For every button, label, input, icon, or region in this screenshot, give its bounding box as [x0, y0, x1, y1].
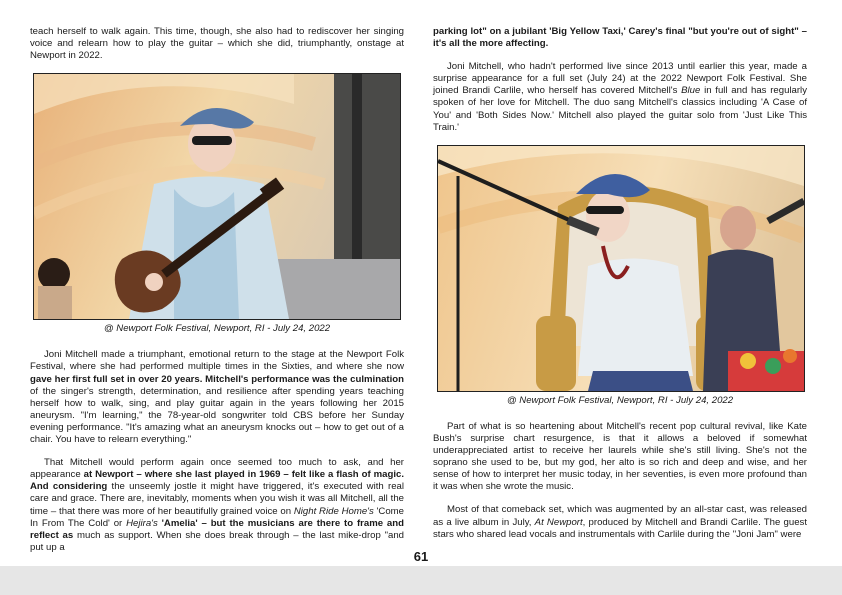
left-p3-bold-b: 'Amelia' – but the musicians are there to frame and reflect as	[30, 517, 404, 541]
left-p3-italic-night-ride-home: Night Ride Home's	[293, 505, 374, 517]
right-paragraph-3: Part of what is so heartening about Mitchell's recent pop cultural revival, like Kate Bush's surprise chart resurgence, is that it allows a beloved if somewhat underappreciated artist to receive her laurels while she's still living. She's not the soprano she used to be, but my god, her alto is so rich and deep and wise, and her sense of how to interpret her music today, in her seventies, is even more profound than it was when she wrote the music.	[433, 420, 807, 493]
right-p4-text-a: Most of that comeback set, which was augmented by an all-star cast, was released as a live album in July,	[433, 504, 807, 528]
left-paragraph-2	[30, 349, 404, 446]
right-paragraph-4	[433, 504, 807, 540]
right-column	[433, 26, 807, 552]
footer-band	[0, 566, 842, 595]
right-paragraph-1: parking lot" on a jubilant 'Big Yellow Taxi,' Carey's final "but you're out of sight" – it's all the more affecting.	[433, 26, 807, 50]
right-p2-text-a: Joni Mitchell, who hadn't performed live since 2013 until earlier this year, made a surprise appearance for a full set (July 24) at the 2022 Newport Folk Festival. She joined Brandi Carlile, who herself has covered Mitchell's	[433, 61, 807, 97]
left-paragraph-1: teach herself to walk again. This time, though, she also had to rediscover her singing voice and relearn how to play the guitar – which she did, triumphantly, onstage at Newport in 2022.	[30, 26, 404, 62]
photo-guitar-performance-image	[34, 74, 400, 319]
left-p2-text-a: Joni Mitchell made a triumphant, emotional return to the stage at the Newport Folk Festival, where she had performed multiple times in the Sixties, and where she now	[30, 349, 404, 373]
photo-singing-performance-image	[438, 146, 804, 391]
right-p2-text-b: in full and has regularly spoken of her love for Mitchell. The duo sang Mitchell's classics including 'A Case of You' and 'Both Sides Now.' Mitchell also played the guitar solo from 'Just Like This Train.'	[433, 85, 807, 133]
right-p2-italic-blue: Blue	[681, 85, 701, 97]
left-p3-italic-hejira: Hejira's	[126, 517, 158, 529]
left-p3-text-g: much as support. When she does break through – the last mike-drop "and put up a	[30, 529, 404, 553]
photo-guitar-performance	[33, 73, 401, 320]
right-p4-italic-album: At Newport	[534, 516, 583, 528]
right-paragraph-2	[433, 61, 807, 134]
left-column	[30, 26, 404, 565]
left-paragraph-3	[30, 457, 404, 554]
left-p3-text-c: the unseemly jostle it might have triggered, it's executed with real care and grace. There are, inevitably, moments when you wish it was all Mitchell, all the time – that there was more of her beautifully grained voice on	[30, 481, 405, 517]
photo2-caption: @ Newport Folk Festival, Newport, RI - July 24, 2022	[506, 394, 734, 406]
left-p3-text-a: That Mitchell would perform again once seemed too much to ask, and her appearance	[30, 457, 404, 481]
left-p2-text-c: of the singer's strength, determination, and resilience after spending years teaching herself how to walk, sing, and play guitar again in the years following her 2015 aneurysm. "I'm learning," the 78-year-old songwriter told CBS before her Sunday evening performance. "It's amazing what an aneurysm knocks out – how to get out of a chair. You have to relearn everything."	[30, 385, 404, 446]
left-p2-bold: gave her first full set in over 20 years. Mitchell's performance was the culmination	[30, 373, 404, 385]
left-p3-bold-a: at Newport – where she last played in 1969 – felt like a flash of magic. And considering	[30, 469, 404, 493]
right-p4-text-b: , produced by Mitchell and Brandi Carlile. The guest stars who shared lead vocals and instrumentals with Carlile during the "Joni Jam" were	[433, 516, 807, 540]
left-p3-text-d: 'Come In From The Cold' or	[30, 505, 405, 529]
photo1-caption: @ Newport Folk Festival, Newport, RI - July 24, 2022	[103, 323, 331, 335]
photo-singing-performance	[437, 145, 805, 392]
page-number: 61	[413, 549, 429, 564]
